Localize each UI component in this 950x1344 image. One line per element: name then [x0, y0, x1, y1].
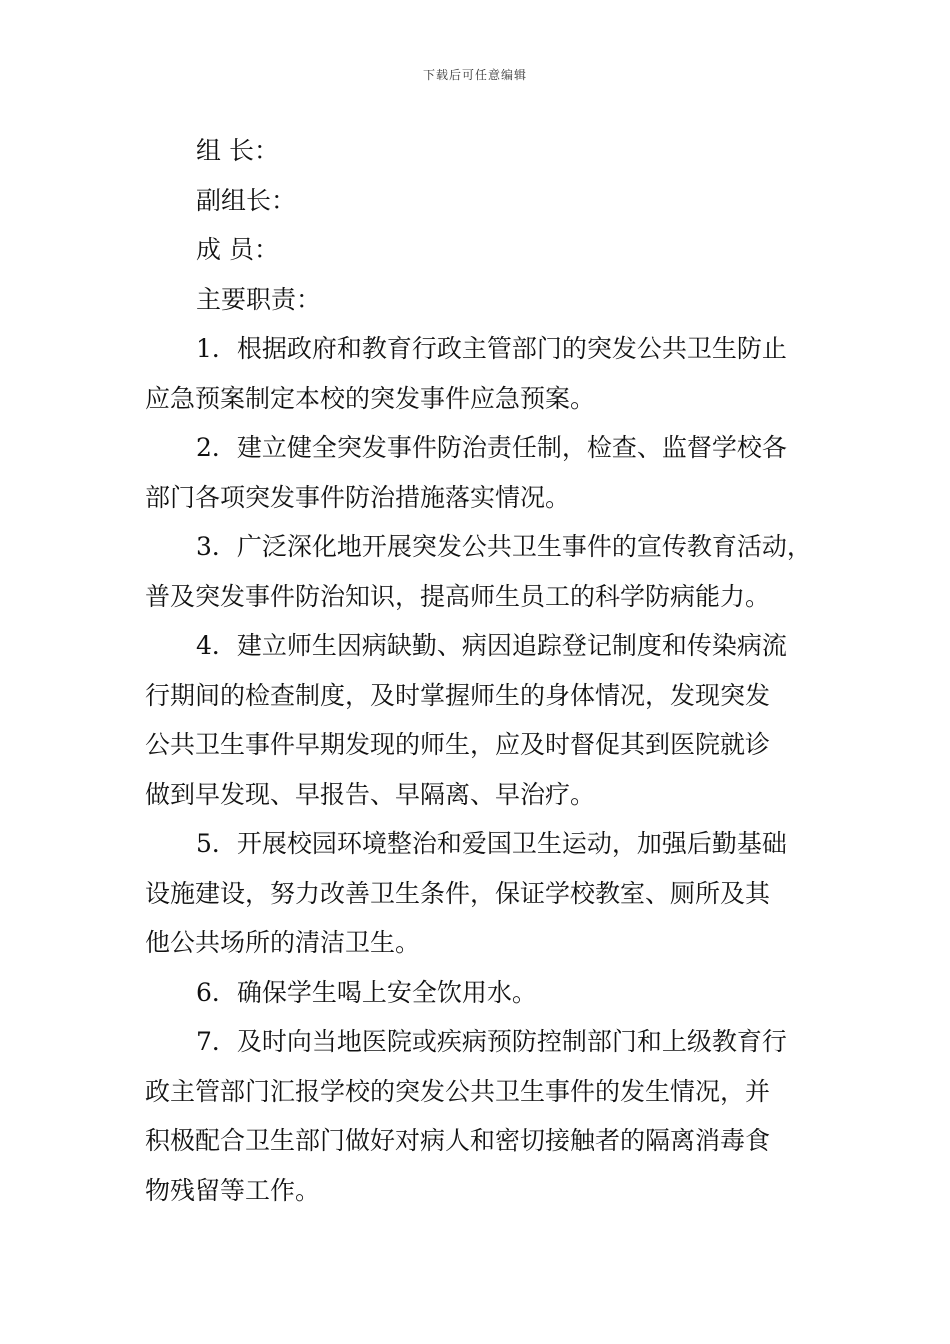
- doc-line: 3．广泛深化地开展突发公共卫生事件的宣传教育活动，: [196, 532, 812, 561]
- doc-line: 积极配合卫生部门做好对病人和密切接触者的隔离消毒食: [145, 1126, 771, 1155]
- doc-line: 做到早发现、早报告、早隔离、早治疗。: [145, 779, 596, 809]
- doc-line: 成 员：: [196, 235, 279, 264]
- doc-line: 2．建立健全突发事件防治责任制，检查、监督学校各: [196, 433, 787, 462]
- doc-line: 4．建立师生因病缺勤、病因追踪登记制度和传染病流: [196, 631, 787, 660]
- doc-line: 5．开展校园环境整治和爱国卫生运动，加强后勤基础: [196, 829, 787, 858]
- doc-line: 组 长：: [196, 136, 279, 165]
- doc-line: 行期间的检查制度，及时掌握师生的身体情况，发现突发: [145, 680, 771, 710]
- doc-line: 他公共场所的清洁卫生。: [145, 928, 421, 957]
- doc-line: 副组长：: [196, 185, 297, 215]
- doc-line: 政主管部门汇报学校的突发公共卫生事件的发生情况，并: [145, 1076, 771, 1106]
- doc-line: 公共卫生事件早期发现的师生，应及时督促其到医院就诊: [145, 730, 771, 759]
- doc-line: 7．及时向当地医院或疾病预防控制部门和上级教育行: [196, 1027, 787, 1056]
- doc-line: 6．确保学生喝上安全饮用水。: [196, 977, 537, 1007]
- document-body: [145, 126, 810, 1215]
- doc-line: 设施建设，努力改善卫生条件，保证学校教室、厕所及其: [145, 878, 771, 908]
- doc-line: 物残留等工作。: [145, 1175, 321, 1205]
- doc-line: 应急预案制定本校的突发事件应急预案。: [145, 383, 596, 413]
- page-header-note: 下载后可任意编辑: [422, 68, 527, 82]
- doc-line: 1．根据政府和教育行政主管部门的突发公共卫生防止: [196, 334, 787, 363]
- doc-line: 部门各项突发事件防治措施落实情况。: [145, 482, 571, 512]
- doc-line: 普及突发事件防治知识，提高师生员工的科学防病能力。: [145, 581, 771, 611]
- section-heading: 主要职责：: [196, 284, 322, 314]
